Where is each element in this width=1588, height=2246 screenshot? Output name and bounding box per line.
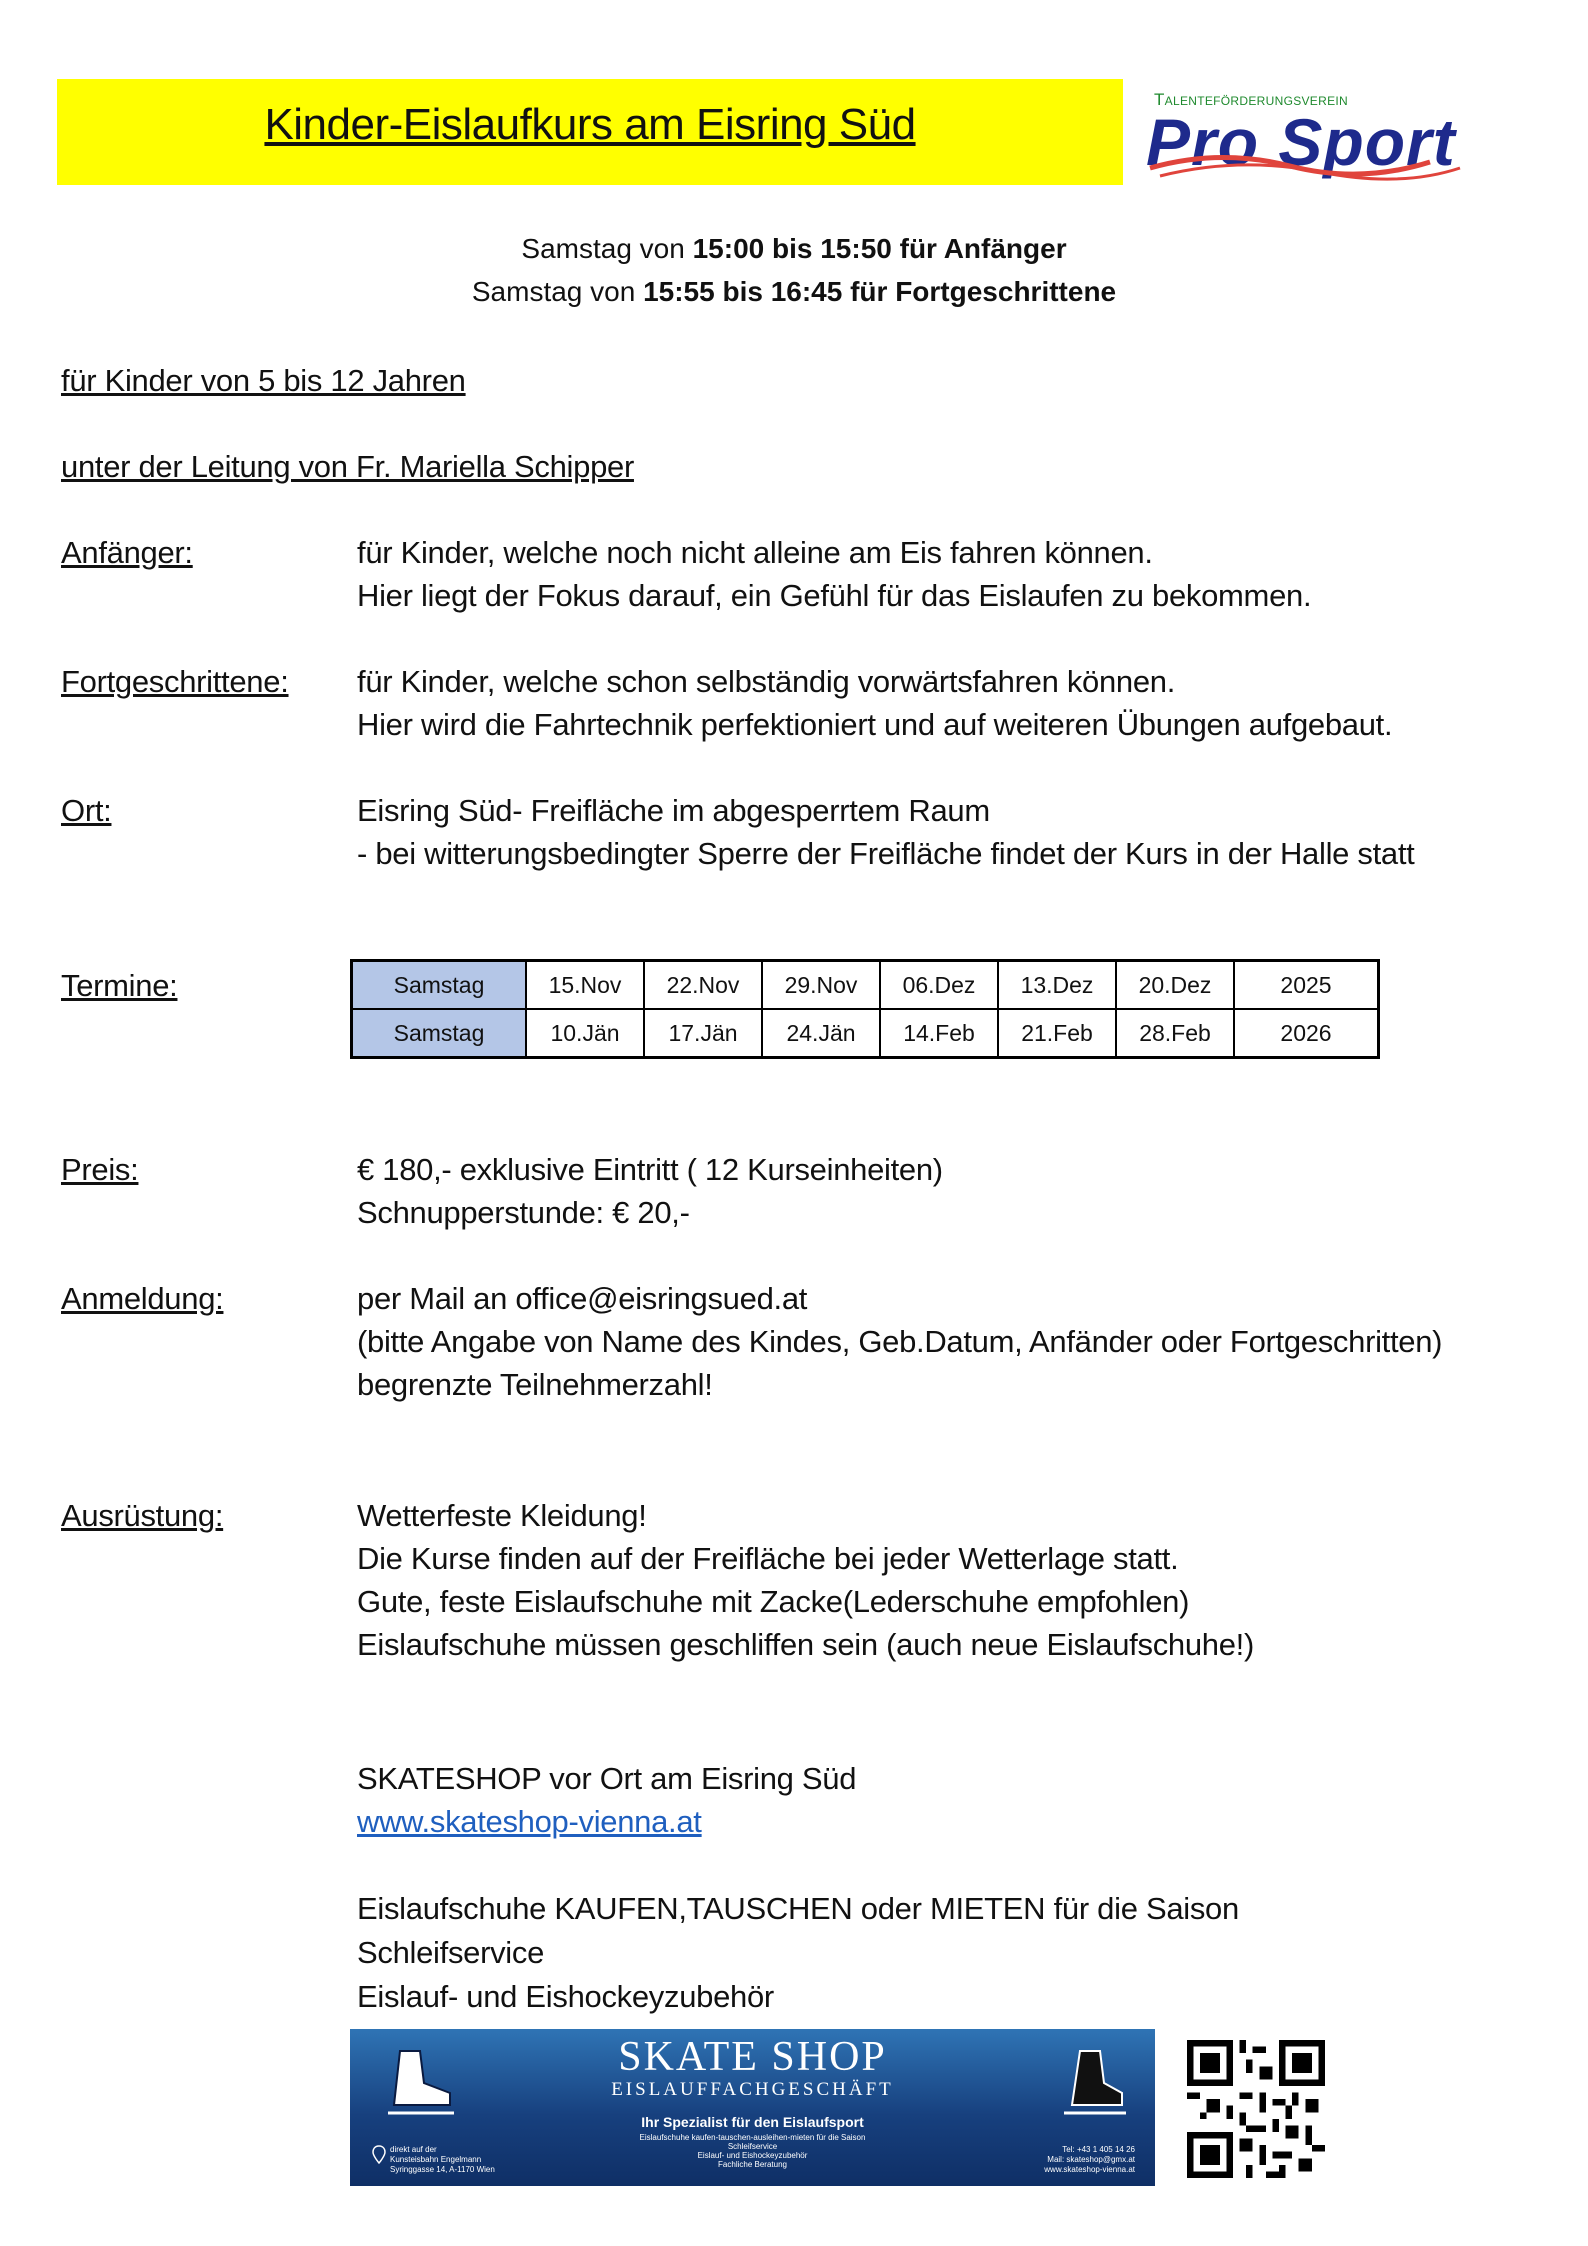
- table-cell-date: 06.Dez: [880, 961, 998, 1010]
- ort-line: - bei witterungsbedingter Sperre der Freifläche findet der Kurs in der Halle statt: [357, 836, 1415, 871]
- skateshop-offer: Schleifservice: [357, 1935, 545, 1970]
- anmeldung-line: (bitte Angabe von Name des Kindes, Geb.Datum, Anfänder oder Fortgeschritten): [357, 1324, 1443, 1359]
- table-cell-date: 20.Dez: [1116, 961, 1234, 1010]
- leader-info: unter der Leitung von Fr. Mariella Schipper: [61, 449, 634, 484]
- table-cell-date: 15.Nov: [526, 961, 644, 1010]
- table-cell-date: 22.Nov: [644, 961, 762, 1010]
- schedule-line-2: Samstag von 15:55 bis 16:45 für Fortgeschrittene: [471, 276, 1117, 307]
- termine-table: [350, 959, 1380, 1059]
- label-termine: Termine:: [61, 968, 178, 1003]
- ausruestung-line: Gute, feste Eislaufschuhe mit Zacke(Lederschuhe empfohlen): [357, 1584, 1190, 1619]
- table-cell-date: 14.Feb: [880, 1009, 998, 1058]
- table-row: [352, 1009, 1379, 1058]
- table-cell-year: 2025: [1234, 961, 1379, 1010]
- pro-sport-logo: [1130, 86, 1510, 196]
- ort-line: Eisring Süd- Freifläche im abgesperrtem Raum: [357, 793, 990, 828]
- skateshop-offer: Eislauf- und Eishockeyzubehör: [357, 1979, 774, 2014]
- ausruestung-line: Die Kurse finden auf der Freifläche bei jeder Wetterlage statt.: [357, 1541, 1179, 1576]
- banner-slogan: Ihr Spezialist für den Eislaufsport: [641, 2114, 864, 2130]
- preis-line: € 180,- exklusive Eintritt ( 12 Kurseinheiten): [357, 1152, 943, 1187]
- page-title: Kinder-Eislaufkurs am Eisring Süd: [264, 100, 916, 149]
- table-cell-date: 10.Jän: [526, 1009, 644, 1058]
- table-cell-date: 28.Feb: [1116, 1009, 1234, 1058]
- fortgeschrittene-line: Hier wird die Fahrtechnik perfektioniert und auf weiteren Übungen aufgebaut.: [357, 707, 1393, 742]
- skateshop-link[interactable]: www.skateshop-vienna.at: [357, 1804, 702, 1839]
- banner-contact: Tel: +43 1 405 14 26 Mail: skateshop@gmx.at www.skateshop-vienna.at: [1044, 2145, 1135, 2174]
- skateshop-banner: [350, 2029, 1155, 2186]
- table-cell-year: 2026: [1234, 1009, 1379, 1058]
- logo-name: Pro Sport: [1146, 105, 1456, 179]
- anfaenger-line: für Kinder, welche noch nicht alleine am Eis fahren können.: [357, 535, 1153, 570]
- preis-line: Schnupperstunde: € 20,-: [357, 1195, 690, 1230]
- table-cell-date: 13.Dez: [998, 961, 1116, 1010]
- skateshop-info: SKATESHOP vor Ort am Eisring Süd: [357, 1761, 857, 1796]
- label-preis: Preis:: [61, 1152, 139, 1187]
- anmeldung-line: begrenzte Teilnehmerzahl!: [357, 1367, 713, 1402]
- banner-address: direkt auf der Kunsteisbahn Engelmann Syringgasse 14, A-1170 Wien: [390, 2145, 495, 2174]
- qr-code-icon[interactable]: [1187, 2040, 1325, 2178]
- age-info: für Kinder von 5 bis 12 Jahren: [61, 363, 466, 398]
- logo-swoosh-icon: [1130, 148, 1510, 188]
- location-pin-icon: [372, 2145, 386, 2165]
- ausruestung-line: Wetterfeste Kleidung!: [357, 1498, 647, 1533]
- banner-shop-name: SKATE SHOP: [618, 2034, 887, 2080]
- table-cell-date: 21.Feb: [998, 1009, 1116, 1058]
- schedule-line-1: Samstag von 15:00 bis 15:50 für Anfänger: [521, 233, 1067, 264]
- table-cell-date: 29.Nov: [762, 961, 880, 1010]
- label-anmeldung: Anmeldung:: [61, 1281, 224, 1316]
- label-anfaenger: Anfänger:: [61, 535, 193, 570]
- table-cell-date: 24.Jän: [762, 1009, 880, 1058]
- table-row: [352, 961, 1379, 1010]
- label-ort: Ort:: [61, 793, 112, 828]
- label-ausruestung: Ausrüstung:: [61, 1498, 224, 1533]
- label-fortgeschrittene: Fortgeschrittene:: [61, 664, 289, 699]
- banner-subtitle: EISLAUFFACHGESCHÄFT: [611, 2079, 894, 2100]
- logo-org-name: Talenteförderungsverein: [1154, 90, 1348, 109]
- banner-services: Eislaufschuhe kaufen-tauschen-ausleihen-mieten für die Saison Schleifservice Eislauf- und Eishockeyzubehör Fachliche Beratung: [639, 2133, 866, 2169]
- anmeldung-line: per Mail an office@eisringsued.at: [357, 1281, 808, 1316]
- table-cell-day: Samstag: [352, 961, 527, 1010]
- ausruestung-line: Eislaufschuhe müssen geschliffen sein (auch neue Eislaufschuhe!): [357, 1627, 1254, 1662]
- table-cell-day: Samstag: [352, 1009, 527, 1058]
- anfaenger-line: Hier liegt der Fokus darauf, ein Gefühl für das Eislaufen zu bekommen.: [357, 578, 1312, 613]
- table-cell-date: 17.Jän: [644, 1009, 762, 1058]
- fortgeschrittene-line: für Kinder, welche schon selbständig vorwärtsfahren können.: [357, 664, 1176, 699]
- skateshop-offer: Eislaufschuhe KAUFEN,TAUSCHEN oder MIETEN für die Saison: [357, 1891, 1239, 1926]
